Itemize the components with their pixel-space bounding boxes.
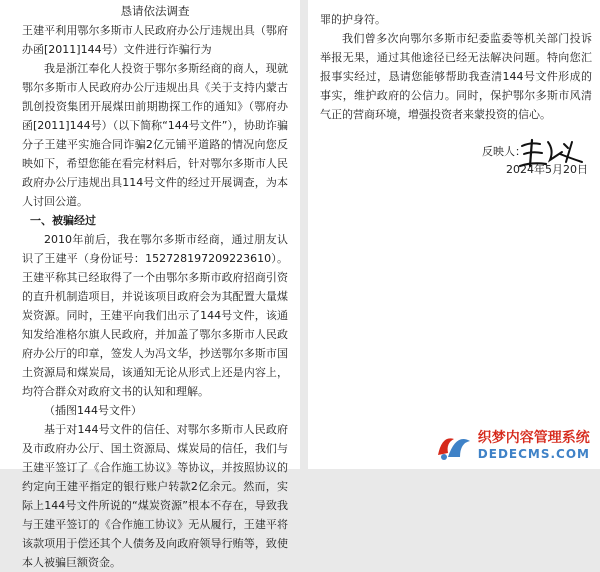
left-page [0, 0, 300, 569]
illustration-note: （插图144号文件） [44, 404, 142, 417]
dedecms-logo-icon [434, 431, 474, 461]
handwritten-signature [516, 132, 588, 172]
document-date: 2024年5月20日 [506, 163, 588, 176]
signature-block [320, 134, 592, 174]
paragraph-background: 2010年前后，我在鄂尔多斯市经商，通过朋友认识了王建平（身份证号：152728197209223610）。王建平称其已经取得了一个由鄂尔多斯市政府招商引资的直升机制造项目，并说该项目政府会为其配置大量煤炭资源。同时，王建平向我们出示了144号文件，该通知发给准格尔旗人民政府，并加盖了鄂尔多斯市人民政府办公厅的印章，签发人为冯文华，抄送鄂尔多斯市国土资源局和煤炭局，该通知无论从形式上还是内容上，均符合群众对政府文书的认知和理解。 [22, 233, 288, 398]
paragraph-request: 我们曾多次向鄂尔多斯市纪委监委等机关部门投诉举报无果，通过其他途径已经无法解决问题。特向您汇报事实经过，恳请您能够帮助我查清144号文件形成的事实，维护政府的公信力。同时，保护鄂尔多斯市风清气正的营商环境，增强投资者来蒙投资的信心。 [320, 32, 592, 121]
section-heading-fraud-process: 一、被骗经过 [30, 214, 96, 227]
document-title: 恳请依法调查 [120, 4, 190, 18]
watermark-title-en: DEDECMS.COM [477, 447, 590, 461]
watermark-title-cn: 织梦内容管理系统 [477, 430, 590, 446]
intro-paragraph: 我是浙江奉化人投资于鄂尔多斯经商的商人，现就鄂尔多斯市人民政府办公厅违规出具《关于支持内蒙古凯创投资集团开展煤田前期勘探工作的通知》（鄂府办函[2011]144号）（以下简称“144号文件”），协助诈骗分子王建平实施合同诈骗2亿元铺平道路的情况向您反映如下，希望您能在看完材料后，针对鄂尔多斯市人民政府办公厅违规出具114号文件的经过开展调查，为本人讨回公道。 [22, 62, 288, 208]
paragraph-fraud-detail: 基于对144号文件的信任、对鄂尔多斯市人民政府及市政府办公厅、国土资源局、煤炭局的信任，我们与王建平签订了《合作施工协议》等协议，并按照协议的约定向王建平指定的银行账户转款2亿余元。然而，实际上144号文件所说的“煤炭资源”根本不存在，导致我与王建平签订的《合作施工协议》无从履行，王建平将该款项用于偿还其个人债务及向政府领导行贿等，致使本人被骗巨额资金。 [22, 423, 288, 569]
signer-label: 反映人： [482, 145, 526, 158]
continued-text: 罪的护身符。 [320, 13, 386, 26]
document-subject: 王建平利用鄂尔多斯市人民政府办公厅违规出具（鄂府办函[2011]144号）文件进行诈骗行为 [22, 24, 288, 56]
watermark [430, 428, 594, 463]
right-page [308, 0, 600, 469]
